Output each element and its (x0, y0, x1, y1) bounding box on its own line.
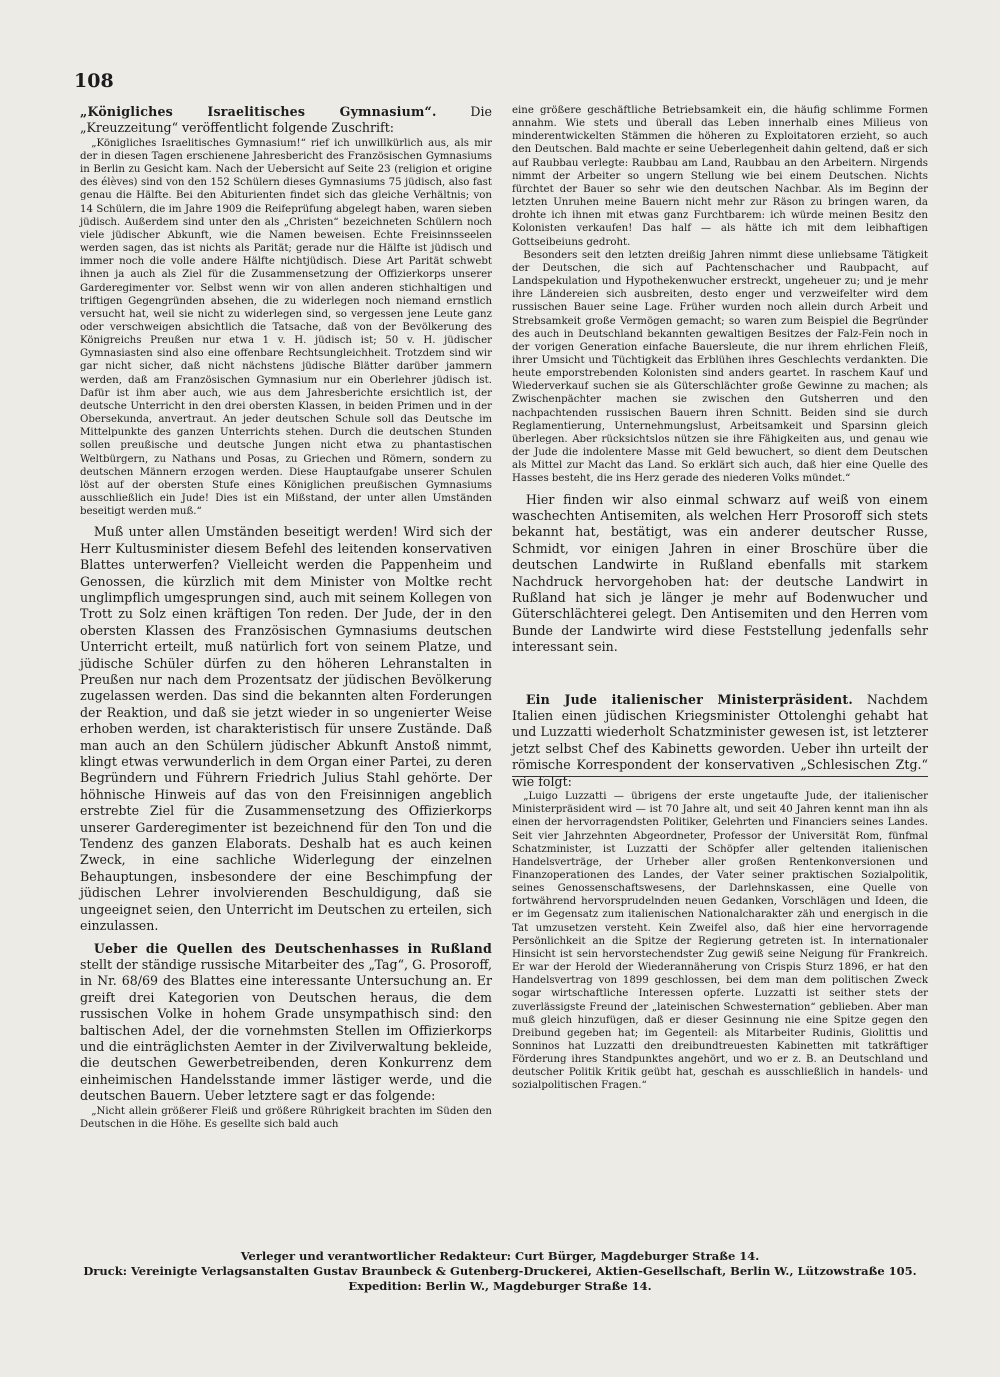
article1-heading: „Königliches Israelitisches Gymnasium“. (80, 104, 437, 119)
imprint-printer: Druck: Vereinigte Verlagsanstalten Gustav Braunbeck & Gutenberg-Druckerei, Aktien-Gesellschaft, Berlin W., Lützowstraße 105. (83, 1264, 917, 1278)
article3-heading: Ein Jude italienischer Ministerpräsident. (525, 691, 853, 707)
page-number: 108 (74, 70, 114, 92)
right-column (512, 104, 928, 1093)
article2-quote-paragraph-2: Besonders seit den letzten dreißig Jahren nimmt diese unliebsame Tätigkeit der Deutschen, die sich auf Pachtenschacher und Raubpacht, auf Landspekulation und Hypothekenwucher erstreckt, ungeheuer zu; und je mehr ihre Ländereien sich ausbreiten, desto enger und verzweifelter wird dem russischen Bauer seine Lage. Früher wurden noch allein durch Arbeit und Strebsamkeit große Vermögen gemacht; so waren zum Beispiel die Begründer des auch in Deutschland bekannten gewaltigen Besitzes der Falz-Fein noch in der vorigen Generation einfache Bauersleute, die nur ihrem ehrlichen Fleiß, ihrer Umsicht und Tüchtigkeit das Erblühen ihres Geschlechts verdankten. Die heute emporstrebenden Kolonisten sind anders geartet. In raschem Kauf und Wiederverkauf suchen sie als Güterschlächter große Gewinne zu machen; als Zwischenpächter machen sie zwischen den Gutsherren und den nachpachtenden russischen Bauern ihren Schnitt. Beiden sind sie durch Reglamentierung, Unternehmungslust, Arbeitsamkeit und Sparsinn gleich überlegen. Aber rücksichtslos nützen sie ihre Fähigkeiten aus, und genau wie der Jude die indolentere Masse mit Geld bewuchert, so dient dem Deutschen als Mittel zur Macht das Land. So erklärt sich auch, daß hier eine Quelle des Hasses besteht, die ins Herz gerade des niederen Volks mündet.“ (512, 249, 928, 485)
article2-quote-continuation: eine größere geschäftliche Betriebsamkeit ein, die häufig schlimme Formen annahm. Wie stets und überall das Leben innerhalb eines Milieus von minderentwickelten Stämmen die höheren zu Exploitatoren erzieht, so auch den Deutschen. Bald machte er seine Ueberlegenheit dahin geltend, daß er sich auf Raubbau verlegte: Raubbau am Land, Raubbau an den Arbeitern. Nirgends nimmt der Arbeiter so ungern Stellung wie bei einem Deutschen. Nichts fürchtet der Bauer so sehr wie den deutschen Nachbar. Als im Beginn der letzten Unruhen meine Bauern nicht mehr zur Räson zu bringen waren, da drohte ich ihnen mit etwas ganz Furchtbarem: ich würde meinen Besitz den Kolonisten verkaufen! Das half — als hätte ich mit dem leibhaftigen Gottseibeiuns gedroht. (512, 105, 928, 248)
article2-conclusion: Hier finden wir also einmal schwarz auf weiß von einem waschechten Antisemiten, als welchen Herr Prosoroff sich stets bekannt hat, bestätigt, was ein anderer deutscher Russe, Schmidt, vor einigen Jahren in einer Broschüre über die deutschen Landwirte in Rußland ebenfalls mit starkem Nachdruck hervorgehoben hat: der deutsche Landwirt in Rußland hat sich je länger je mehr auf Bodenwucher und Güterschlächterei gelegt. Den Antisemiten und den Herren vom Bunde der Landwirte wird diese Feststellung jedenfalls sehr interessant sein. (512, 491, 928, 655)
article2-heading: Ueber die Quellen des Deutschenhasses in Rußland (93, 940, 492, 956)
article1-quote: „Königliches Israelitisches Gymnasium!“ rief ich unwillkürlich aus, als mir der in diesen Tagen erschienene Jahresbericht des Französischen Gymnasiums in Berlin zu Gesicht kam. Nach der Uebersicht auf Seite 23 (religion et origine des élèves) sind von den 152 Schülern dieses Gymnasiums 75 jüdisch, also fast genau die Hälfte. Bei den Abiturienten findet sich das gleiche Verhältnis; von 14 Schülern, die im Jahre 1909 die Reifeprüfung abgelegt haben, waren sieben jüdisch. Außerdem sind unter den als „Christen“ bezeichneten Schülern noch viele jüdischer Abkunft, wie die Namen beweisen. Echte Freisinnsseelen werden sagen, das ist nichts als Parität; gerade nur die Hälfte ist jüdisch und immer noch die volle andere Hälfte nichtjüdisch. Diese Art Parität schwebt ihnen ja auch als Ziel für die Zusammensetzung der Offizierkorps unserer Garderegimenter vor. Selbst wenn wir von allen anderen stichhaltigen und triftigen Gegengründen absehen, die zu widerlegen noch niemand ernstlich versucht hat, weil sie nicht zu widerlegen sind, so vergessen jene Leute ganz oder verschweigen absichtlich die Tatsache, daß von der Bevölkerung des Königreichs Preußen nur etwa 1 v. H. jüdisch ist; 50 v. H. jüdischer Gymnasiasten sind also eine offenbare Rechtsungleichheit. Trotzdem sind wir gar nicht sicher, daß nicht nächstens jüdische Blätter darüber jammern werden, daß am Französischen Gymnasium nur ein Oberlehrer jüdisch ist. Dafür ist ihm aber auch, wie aus dem Jahresberichte ersichtlich ist, der deutsche Unterricht in den drei obersten Klassen, in beiden Primen und in der Obersekunda, anvertraut. An jeder deutschen Schule soll das Deutsche im Mittelpunkte des ganzen Unterrichts stehen. Durch die deutschen Stunden sollen preußische und deutsche Jungen nicht etwa zu phantastischen Weltbürgern, zu Nathans und Posas, zu Griechen und Römern, sondern zu deutschen Männern erzogen werden. Diese Hauptaufgabe unserer Schulen löst auf der obersten Stufe eines Königlichen preußischen Gymnasiums ausschließlich ein Jude! Dies ist ein Mißstand, der unter allen Umständen beseitigt werden muß.“ (80, 137, 492, 518)
article1-intro-paragraph (80, 104, 492, 137)
article1-body: Muß unter allen Umständen beseitigt werden! Wird sich der Herr Kultusminister diesem Befehl des leitenden konservativen Blattes unterwerfen? Vielleicht werden die Pappenheim und Genossen, die kürzlich mit dem Minister von Moltke recht unglimpflich umgesprungen sind, auch mit seinem Kollegen von Trott zu Solz einen kräftigen Ton reden. Der Jude, der in den obersten Klassen des Französischen Gymnasiums deutschen Unterricht erteilt, muß natürlich fort von seinem Platze, und jüdische Schüler dürfen zu den höheren Lehranstalten in Preußen nur nach dem Prozentsatz der jüdischen Bevölkerung zugelassen werden. Das sind die bekannten alten Forderungen der Reaktion, und daß sie jetzt wieder in so ungenierter Weise erhoben werden, ist charakteristisch für unsere Zustände. Daß man auch an den Schülern jüdischer Abkunft Anstoß nimmt, klingt etwas verwunderlich in dem Organ einer Partei, zu deren Begründern und Führern Friedrich Julius Stahl gehörte. Der höhnische Hinweis auf das von den Freisinnigen angeblich erstrebte Ziel für die Zusammensetzung des Offizierkorps unserer Garderegimenter ist bezeichnend für den Ton und die Tendenz des ganzen Elaborats. Deshalb hat es auch keinen Zweck, in eine sachliche Widerlegung der einzelnen Behauptungen, insbesondere der eine Beschimpfung der jüdischen Lehrer involvierenden Beschuldigung, daß sie ungeeignet seien, den Unterricht im Deutschen zu erteilen, sich einzulassen. (80, 524, 492, 934)
imprint-footer (70, 1249, 930, 1294)
article2-body: stellt der ständige russische Mitarbeiter des „Tag“, G. Prosoroff, in Nr. 68/69 des Blattes eine interessante Untersuchung an. Er greift drei Kategorien von Deutschen heraus, die dem russischen Volke in hohem Grade unsympathisch sind: den baltischen Adel, der die vornehmsten Stellen im Offizierkorps und die einträglichsten Aemter in der Zivilverwaltung bekleide, die deutschen Gewerbetreibenden, deren Konkurrenz dem einheimischen Handelsstande immer lästiger werde, und die deutschen Bauern. Ueber letztere sagt er das folgende: (80, 956, 492, 1104)
article2-paragraph (80, 941, 492, 1105)
section-divider (512, 776, 928, 777)
left-column (80, 104, 492, 1131)
article3-quote: „Luigo Luzzatti — übrigens der erste ungetaufte Jude, der italienischer Ministerpräsident wird — ist 70 Jahre alt, und seit 40 Jahren kennt man ihn als einen der hervorragendsten Politiker, Gelehrten und Financiers seines Landes. Seit vier Jahrzehnten Abgeordneter, Professor der Universität Rom, fünfmal Schatzminister, ist Luzzatti der Schöpfer aller geltenden italienischen Handelsverträge, der Urheber aller großen Rentenkonversionen und Finanzoperationen des Landes, der Vater seiner praktischen Sozialpolitik, seines Genossenschaftswesens, der Darlehnskassen, eine Quelle von fortwährend hervorsprudelnden neuen Gedanken, Vorschlägen und Ideen, die er im Gegensatz zum italienischen Nationalcharakter zäh und energisch in die Tat umzusetzen versteht. Kein Zweifel also, daß hier eine hervorragende Persönlichkeit an die Spitze der Regierung getreten ist. In internationaler Hinsicht ist sein hervorstechendster Zug gewiß seine Neigung für Frankreich. Er war der Herold der Wiederannäherung von Crispis Sturz 1896, er hat den Handelsvertrag von 1899 geschlossen, bei dem man dem politischen Zweck sogar wirtschaftliche Interessen opferte. Luzzatti ist seither stets der zuverlässigste Freund der „lateinischen Schwesternation“ geblieben. Aber man muß gleich hinzufügen, daß er dieser Gesinnung nie eine Spitze gegen den Dreibund gegeben hat; im Gegenteil: als Mitarbeiter Rudinis, Giolittis und Sonninos hat Luzzatti den dreibundtreuesten Kabinetten mit tatkräftiger Förderung ihres Standpunktes angehört, und wo er z. B. an Deutschland und deutscher Politik Kritik geübt hat, geschah es ausschließlich in handels- und sozialpolitischen Fragen.“ (512, 791, 928, 1092)
article2-quote-start: „Nicht allein größerer Fleiß und größere Rührigkeit brachten im Süden den Deutschen in die Höhe. Es gesellte sich bald auch (80, 1105, 492, 1130)
article1-intro: Die „Kreuzzeitung“ veröffentlicht folgende Zuschrift: (80, 104, 492, 136)
article3-body: Nachdem Italien einen jüdischen Kriegsminister Ottolenghi gehabt hat und Luzzatti wiederholt Schatzminister gewesen ist, ist letzterer jetzt selbst Chef des Kabinetts geworden. Ueber ihn urteilt der römische Korrespondent der konservativen „Schlesischen Ztg.“ wie folgt: (512, 691, 928, 789)
imprint-expedition: Expedition: Berlin W., Magdeburger Straße 14. (348, 1279, 652, 1293)
imprint-publisher: Verleger und verantwortlicher Redakteur: Curt Bürger, Magdeburger Straße 14. (240, 1249, 760, 1263)
